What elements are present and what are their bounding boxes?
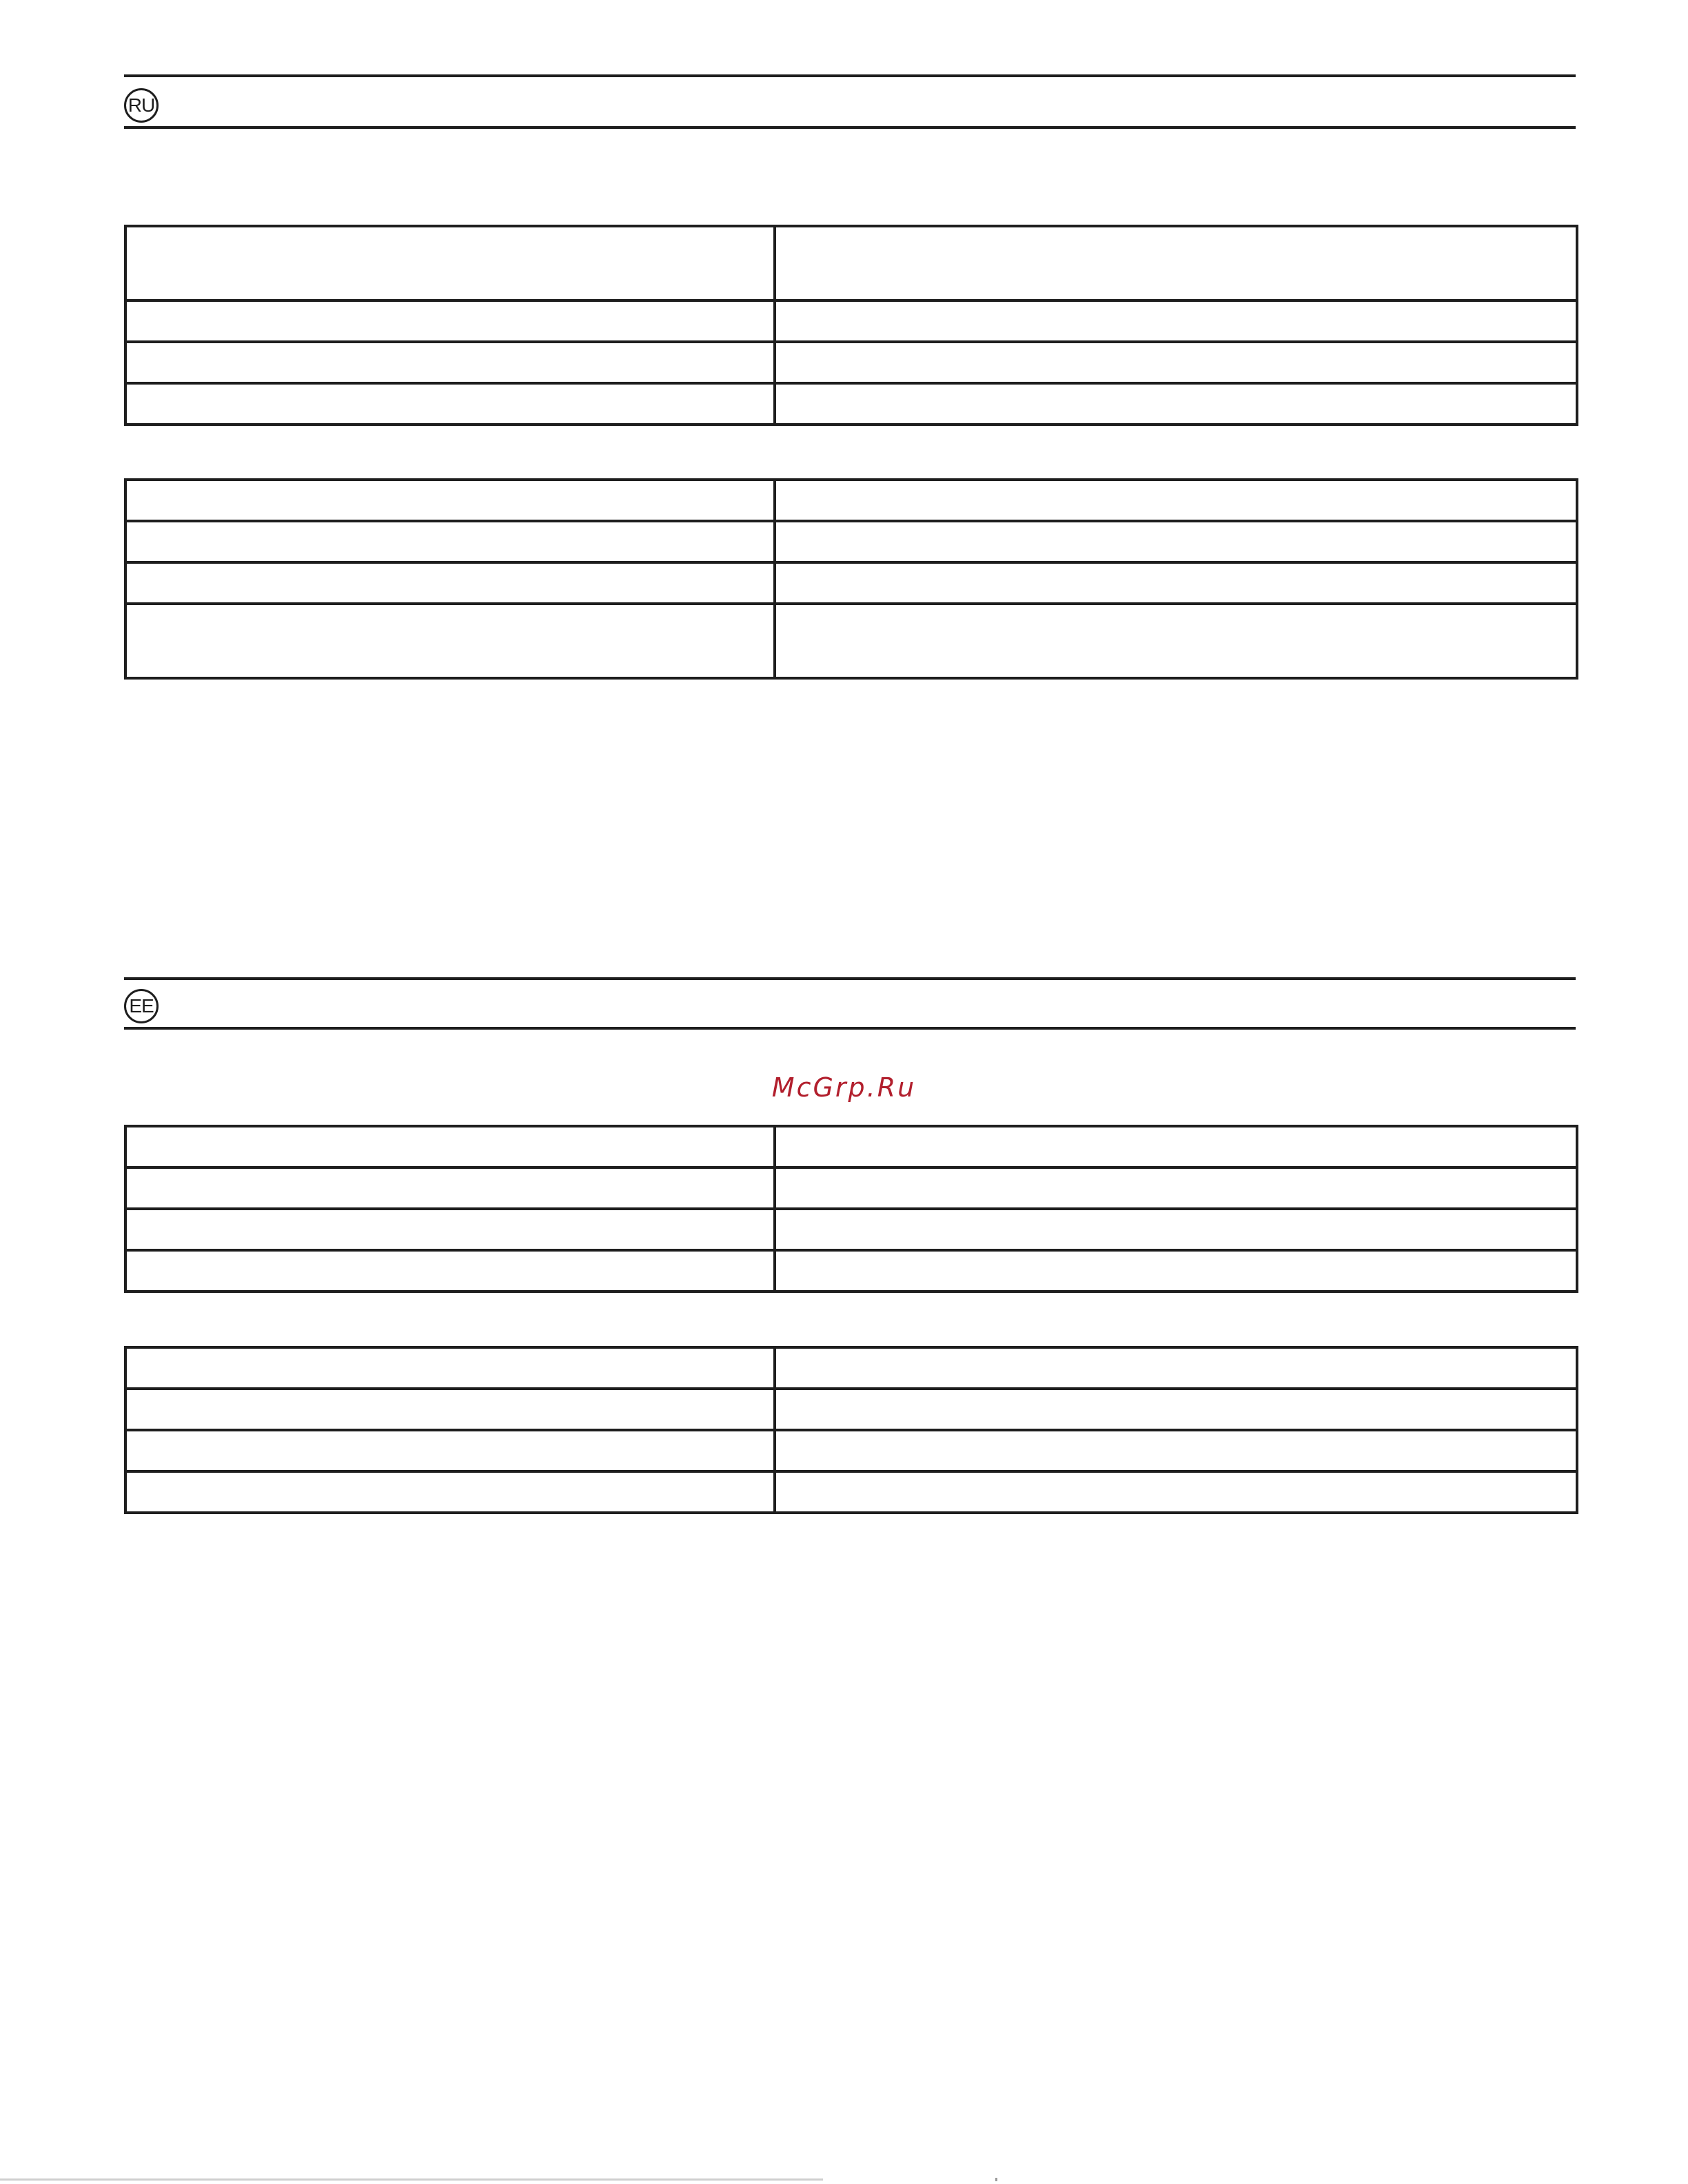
table-cell [125, 480, 775, 521]
language-badge-ee-label: EE [129, 995, 154, 1017]
table-cell [125, 1167, 775, 1209]
section-ru-bottom-rule [124, 126, 1576, 129]
table-cell [775, 1471, 1577, 1513]
table-cell [775, 1250, 1577, 1292]
table-row [125, 521, 1577, 562]
table-cell [775, 1389, 1577, 1430]
ru-table-1 [124, 225, 1578, 426]
table-cell [125, 383, 775, 425]
table-row [125, 1167, 1577, 1209]
table-cell [125, 521, 775, 562]
table-cell [125, 1347, 775, 1389]
table-row [125, 1209, 1577, 1250]
language-badge-ee [124, 989, 159, 1023]
table-row [125, 480, 1577, 521]
ee-table-1 [124, 1125, 1578, 1293]
table-cell [125, 562, 775, 604]
section-ee-top-rule [124, 977, 1576, 980]
section-ee-bottom-rule [124, 1027, 1576, 1030]
watermark-text: McGrp.Ru [771, 1072, 917, 1103]
table-cell [775, 1347, 1577, 1389]
section-ru-top-rule [124, 74, 1576, 77]
table-row [125, 604, 1577, 678]
ee-table-2 [124, 1346, 1578, 1514]
table-row [125, 562, 1577, 604]
table-row [125, 1250, 1577, 1292]
table-cell [125, 1126, 775, 1167]
language-badge-ru-label: RU [128, 94, 155, 116]
ru-table-2 [124, 478, 1578, 680]
table-cell [125, 342, 775, 383]
table-cell [125, 1471, 775, 1513]
table-row [125, 1126, 1577, 1167]
table-row [125, 342, 1577, 383]
language-badge-ru [124, 88, 159, 123]
table-cell [125, 1250, 775, 1292]
table-cell [775, 480, 1577, 521]
table-cell [775, 562, 1577, 604]
footer-divider [0, 2178, 823, 2181]
table-cell [775, 521, 1577, 562]
table-cell [125, 604, 775, 678]
table-cell [775, 342, 1577, 383]
table-cell [775, 300, 1577, 342]
table-cell [125, 300, 775, 342]
table-cell [775, 1430, 1577, 1471]
table-row [125, 1471, 1577, 1513]
table-row [125, 1347, 1577, 1389]
table-row [125, 226, 1577, 300]
table-row [125, 1430, 1577, 1471]
table-row [125, 1389, 1577, 1430]
table-cell [775, 383, 1577, 425]
table-cell [775, 1167, 1577, 1209]
table-cell [125, 1209, 775, 1250]
table-row [125, 383, 1577, 425]
table-row [125, 300, 1577, 342]
table-cell [775, 1209, 1577, 1250]
table-cell [125, 1430, 775, 1471]
footer-mark [995, 2178, 997, 2181]
table-cell [125, 226, 775, 300]
table-cell [125, 1389, 775, 1430]
table-cell [775, 604, 1577, 678]
table-cell [775, 1126, 1577, 1167]
table-cell [775, 226, 1577, 300]
